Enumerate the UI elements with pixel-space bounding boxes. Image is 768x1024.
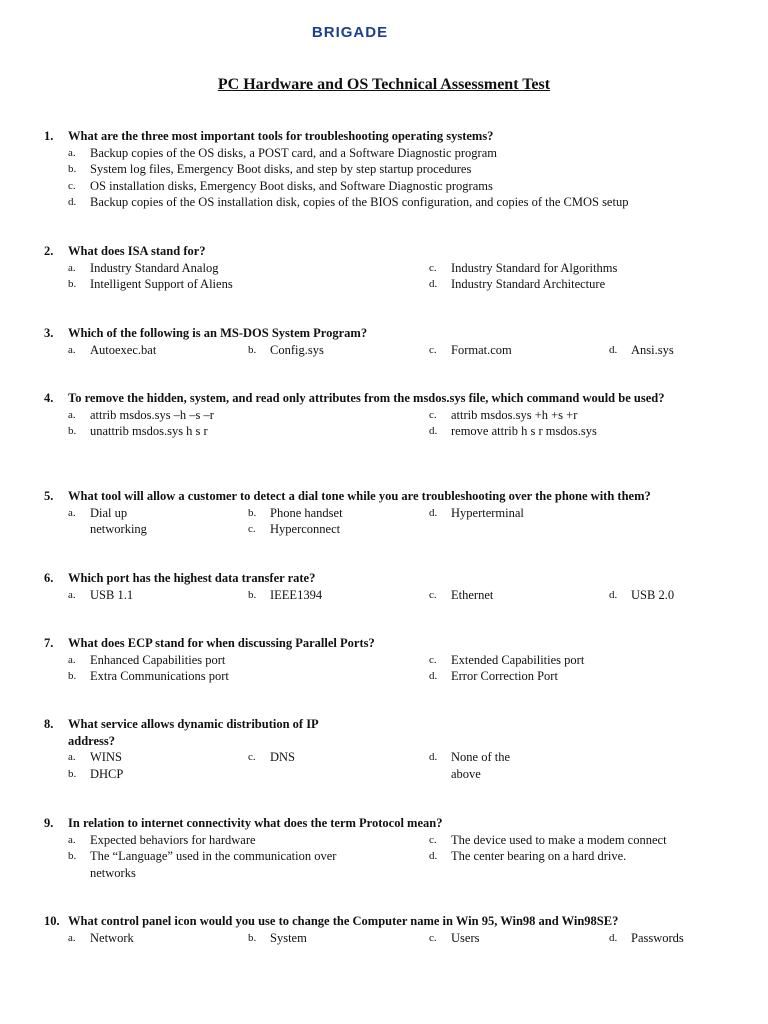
option-letter: d. [429, 425, 438, 437]
option-text: Users [451, 930, 480, 945]
option-letter: c. [429, 588, 437, 601]
option-a [68, 749, 218, 766]
option-d [609, 342, 729, 359]
option-letter: d. [429, 751, 438, 763]
option-text: Industry Standard for Algorithms [451, 260, 618, 275]
option-b [248, 930, 418, 947]
option-text: Ansi.sys [631, 342, 674, 357]
option-a [68, 505, 178, 538]
option-text: Ethernet [451, 587, 494, 602]
option-letter: a. [68, 146, 76, 159]
question-number: 4. [44, 391, 54, 405]
option-letter: b. [68, 670, 77, 682]
option-text: USB 2.0 [631, 587, 675, 602]
option-d [609, 930, 729, 947]
option-letter: a. [68, 506, 76, 519]
option-text: None of the above [451, 750, 511, 781]
option-text: Enhanced Capabilities port [90, 652, 226, 667]
option-letter: a. [68, 588, 76, 601]
option-a [68, 342, 238, 359]
option-letter: c. [429, 931, 437, 944]
option-d [429, 668, 729, 685]
option-a [68, 145, 718, 162]
option-b [68, 766, 218, 783]
option-letter: b. [248, 931, 257, 944]
option-text: Error Correction Port [451, 669, 558, 683]
option-c [68, 178, 718, 195]
option-a [68, 832, 398, 849]
option-text: Format.com [451, 342, 512, 357]
brigade-logo: BRIGADE [311, 24, 389, 41]
question-3 [44, 325, 724, 359]
option-d [429, 276, 729, 293]
option-c [429, 587, 599, 604]
option-letter: d. [429, 850, 438, 862]
question-text: What does ECP stand for when discussing Parallel Ports? [68, 636, 375, 650]
question-text: What are the three most important tools for troubleshooting operating systems? [68, 129, 494, 143]
option-letter: b. [68, 850, 77, 862]
option-text: Hyperterminal [451, 505, 524, 520]
option-b [68, 668, 398, 685]
option-text: IEEE1394 [270, 587, 323, 602]
question-4 [44, 390, 724, 440]
option-d [609, 587, 729, 604]
option-letter: c. [429, 408, 437, 421]
question-9 [44, 815, 724, 882]
option-letter: b. [68, 425, 77, 437]
question-number: 2. [44, 244, 54, 258]
option-b [68, 276, 398, 293]
question-number: 8. [44, 717, 54, 731]
option-text: attrib msdos.sys –h –s –r [90, 407, 214, 422]
question-10 [44, 913, 724, 947]
option-text: System log files, Emergency Boot disks, and step by step startup procedures [90, 162, 472, 176]
option-letter: b. [248, 588, 257, 601]
option-b [68, 161, 718, 178]
option-d [429, 848, 729, 865]
question-number: 7. [44, 636, 54, 650]
option-letter: d. [68, 196, 77, 208]
option-letter: d. [429, 506, 438, 519]
option-text: Dial up networking [90, 505, 147, 536]
question-number: 3. [44, 326, 54, 340]
option-letter: c. [429, 653, 437, 666]
option-text: unattrib msdos.sys h s r [90, 424, 208, 438]
option-text: Config.sys [270, 342, 324, 357]
option-letter: a. [68, 408, 76, 421]
option-text: Industry Standard Architecture [451, 277, 606, 291]
option-a [68, 652, 398, 669]
option-a [68, 260, 398, 277]
option-d [429, 749, 529, 782]
option-b [68, 848, 343, 881]
option-c [429, 930, 599, 947]
option-text: Phone handset [270, 505, 343, 520]
option-text: OS installation disks, Emergency Boot disks, and Software Diagnostic programs [90, 178, 493, 193]
option-letter: a. [68, 343, 76, 356]
option-d [68, 194, 728, 211]
option-letter: c. [248, 523, 256, 535]
question-text: What control panel icon would you use to change the Computer name in Win 95, Win98 and Win98SE? [68, 914, 619, 928]
question-text: What tool will allow a customer to detect a dial tone while you are troubleshooting over the phone with them? [68, 489, 651, 503]
question-6 [44, 570, 724, 604]
question-1 [44, 128, 724, 211]
option-a [68, 587, 238, 604]
option-letter: d. [609, 588, 618, 601]
option-letter: b. [248, 506, 257, 519]
question-text: What does ISA stand for? [68, 244, 206, 258]
option-letter: c. [429, 343, 437, 356]
option-text: The center bearing on a hard drive. [451, 849, 627, 863]
option-letter: c. [429, 261, 437, 274]
question-text: Which of the following is an MS-DOS System Program? [68, 326, 368, 340]
option-text: The device used to make a modem connect [451, 832, 667, 847]
option-d [429, 505, 629, 522]
option-a [68, 407, 398, 424]
option-text: Expected behaviors for hardware [90, 832, 256, 847]
option-text: Backup copies of the OS disks, a POST card, and a Software Diagnostic program [90, 145, 497, 160]
option-c [429, 260, 729, 277]
option-letter: a. [68, 931, 76, 944]
option-letter: d. [609, 931, 618, 944]
option-text: Passwords [631, 930, 684, 945]
page-title: PC Hardware and OS Technical Assessment Test [217, 76, 551, 93]
option-text: remove attrib h s r msdos.sys [451, 424, 597, 438]
option-letter: d. [609, 343, 618, 356]
question-number: 10. [44, 914, 60, 928]
option-c [429, 407, 729, 424]
option-text: Intelligent Support of Aliens [90, 277, 233, 291]
option-text: DNS [270, 750, 296, 764]
question-number: 1. [44, 129, 54, 143]
option-c [429, 342, 599, 359]
question-text: In relation to internet connectivity what does the term Protocol mean? [68, 816, 443, 830]
option-text: Hyperconnect [270, 522, 341, 536]
option-letter: a. [68, 653, 76, 666]
question-8 [44, 716, 511, 782]
question-7 [44, 635, 724, 685]
option-letter: b. [68, 163, 77, 175]
option-c [248, 749, 398, 766]
option-letter: b. [68, 278, 77, 290]
option-d [429, 423, 729, 440]
option-c [248, 521, 418, 538]
option-letter: a. [68, 751, 76, 763]
question-number: 9. [44, 816, 54, 830]
option-text: Backup copies of the OS installation disk, copies of the BIOS configuration, and copies of the CMOS setup [90, 195, 629, 209]
question-2 [44, 243, 724, 293]
option-text: Industry Standard Analog [90, 260, 219, 275]
question-text: Which port has the highest data transfer rate? [68, 571, 316, 585]
option-a [68, 930, 238, 947]
option-c [429, 652, 729, 669]
option-letter: d. [429, 670, 438, 682]
option-text: Extra Communications port [90, 669, 229, 683]
option-b [68, 423, 398, 440]
question-number: 5. [44, 489, 54, 503]
option-text: Extended Capabilities port [451, 652, 585, 667]
option-b [248, 505, 418, 522]
question-number: 6. [44, 571, 54, 585]
question-5 [44, 488, 724, 538]
option-text: WINS [90, 750, 122, 764]
question-text: What service allows dynamic distribution of IP address? [68, 717, 319, 748]
option-text: DHCP [90, 766, 124, 781]
option-letter: c. [429, 833, 437, 846]
option-text: Network [90, 930, 134, 945]
option-letter: d. [429, 278, 438, 290]
option-text: System [270, 930, 307, 945]
option-c [429, 832, 729, 849]
option-letter: c. [248, 751, 256, 763]
option-letter: a. [68, 261, 76, 274]
option-text: The “Language” used in the communication over networks [90, 849, 337, 880]
option-b [248, 587, 418, 604]
option-letter: a. [68, 833, 76, 846]
option-text: Autoexec.bat [90, 342, 157, 357]
question-text: To remove the hidden, system, and read only attributes from the msdos.sys file, which command would be used? [68, 391, 665, 405]
option-b [248, 342, 418, 359]
option-letter: c. [68, 179, 76, 192]
option-text: attrib msdos.sys +h +s +r [451, 407, 578, 422]
option-text: USB 1.1 [90, 587, 134, 602]
option-letter: b. [68, 767, 77, 780]
option-letter: b. [248, 343, 257, 356]
